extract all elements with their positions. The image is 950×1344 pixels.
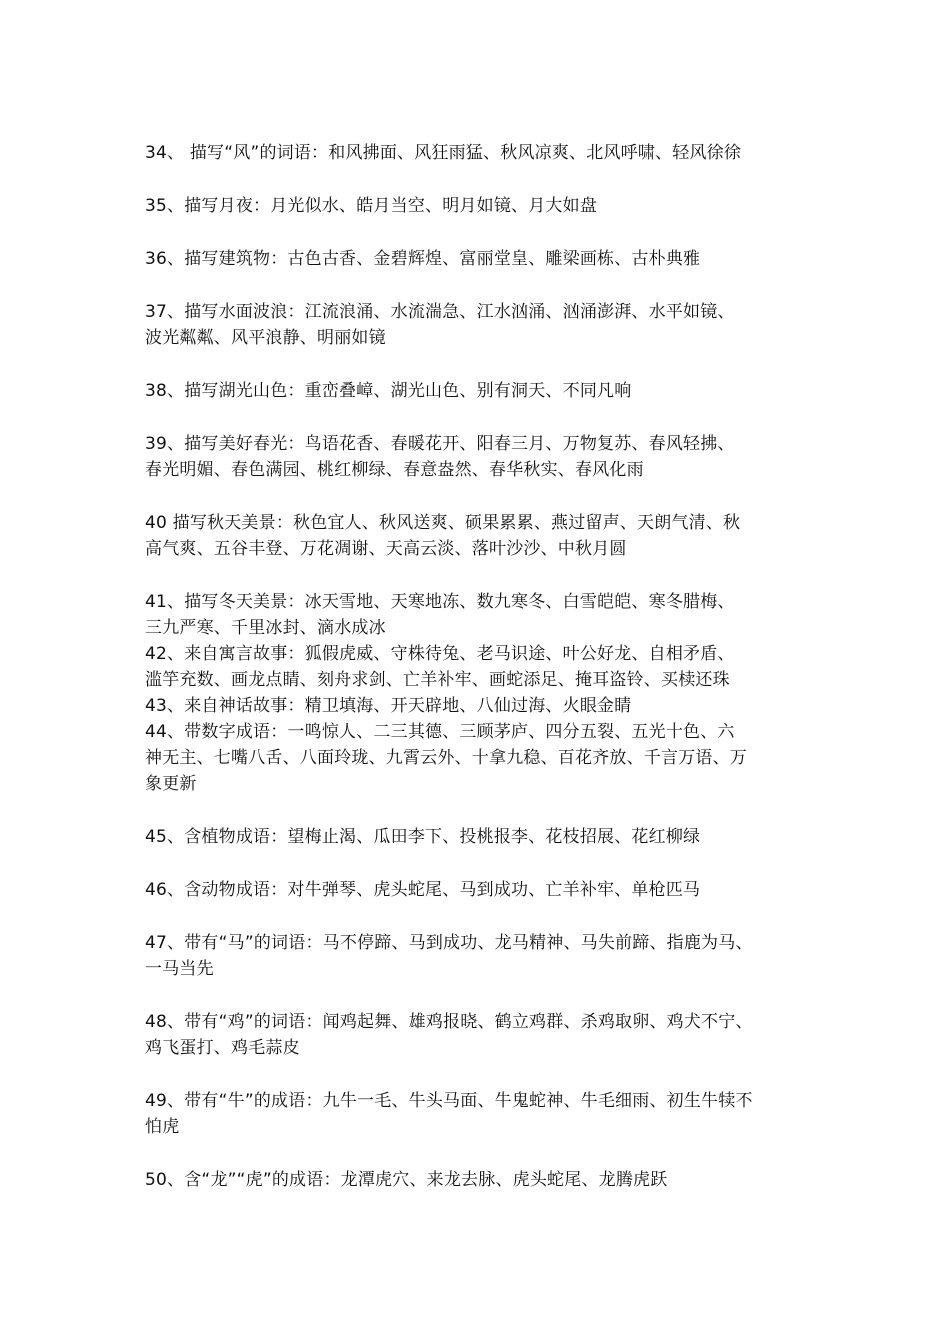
- entry-49: [145, 1088, 813, 1140]
- entry-line: 38、描写湖光山色：重峦叠嶂、湖光山色、别有洞天、不同凡响: [145, 381, 632, 401]
- entry-36: [145, 246, 813, 272]
- entry-line: 46、含动物成语：对牛弹琴、虎头蛇尾、马到成功、亡羊补牢、单枪匹马: [145, 880, 701, 900]
- entry-43: [145, 693, 813, 719]
- entry-line: 44、带数字成语：一鸣惊人、二三其德、三顾茅庐、四分五裂、五光十色、六: [145, 722, 735, 742]
- entry-line: 春光明媚、春色满园、桃红柳绿、春意盎然、春华秋实、春风化雨: [145, 460, 644, 480]
- entry-line: 鸡飞蛋打、鸡毛蒜皮: [145, 1038, 300, 1058]
- entry-line: 高气爽、五谷丰登、万花凋谢、天高云淡、落叶沙沙、中秋月圆: [145, 539, 627, 559]
- entry-line: 43、来自神话故事：精卫填海、开天辟地、八仙过海、火眼金睛: [145, 696, 632, 716]
- entry-39: [145, 431, 813, 483]
- entry-38: [145, 378, 813, 404]
- entry-line: 50、含“龙”“虎”的成语：龙潭虎穴、来龙去脉、虎头蛇尾、龙腾虎跃: [145, 1170, 668, 1190]
- entry-40: [145, 510, 813, 562]
- entry-42: [145, 641, 813, 693]
- entry-line: 42、来自寓言故事：狐假虎威、守株待兔、老马识途、叶公好龙、自相矛盾、: [145, 644, 735, 664]
- entry-line: 神无主、七嘴八舌、八面玲珑、九霄云外、十拿九稳、百花齐放、千言万语、万: [145, 748, 747, 768]
- entry-line: 41、描写冬天美景：冰天雪地、天寒地冻、数九寒冬、白雪皑皑、寒冬腊梅、: [145, 592, 735, 612]
- entry-line: 48、带有“鸡”的词语：闻鸡起舞、雄鸡报晓、鹤立鸡群、杀鸡取卵、鸡犬不宁、: [145, 1012, 753, 1032]
- entry-45: [145, 824, 813, 850]
- entry-47: [145, 930, 813, 982]
- entry-line: 三九严寒、千里冰封、滴水成冰: [145, 618, 386, 638]
- entry-line: 49、带有“牛”的成语：九牛一毛、牛头马面、牛鬼蛇神、牛毛细雨、初生牛犊不: [145, 1091, 753, 1111]
- entry-48: [145, 1009, 813, 1061]
- entry-line: 怕虎: [145, 1117, 180, 1137]
- entry-line: 35、描写月夜：月光似水、皓月当空、明月如镜、月大如盘: [145, 196, 598, 216]
- entry-46: [145, 877, 813, 903]
- entry-line: 39、描写美好春光：鸟语花香、春暖花开、阳春三月、万物复苏、春风轻拂、: [145, 434, 735, 454]
- entry-37: [145, 299, 813, 351]
- entry-44: [145, 719, 813, 797]
- entry-line: 34、 描写“风”的词语：和风拂面、风狂雨猛、秋风凉爽、北风呼啸、轻风徐徐: [145, 143, 742, 163]
- idiom-list: [145, 140, 813, 1193]
- entry-line: 36、描写建筑物：古色古香、金碧辉煌、富丽堂皇、雕梁画栋、古朴典雅: [145, 249, 701, 269]
- entry-line: 象更新: [145, 774, 197, 794]
- entry-line: 波光粼粼、风平浪静、明丽如镜: [145, 328, 386, 348]
- entry-35: [145, 193, 813, 219]
- entry-line: 37、描写水面波浪：江流浪涌、水流湍急、江水汹涌、汹涌澎湃、水平如镜、: [145, 302, 735, 322]
- entry-line: 45、含植物成语：望梅止渴、瓜田李下、投桃报李、花枝招展、花红柳绿: [145, 827, 701, 847]
- entry-34: [145, 140, 813, 166]
- entry-line: 40 描写秋天美景：秋色宜人、秋风送爽、硕果累累、燕过留声、天朗气清、秋: [145, 513, 741, 533]
- entry-41: [145, 589, 813, 641]
- entry-50: [145, 1167, 813, 1193]
- entry-line: 47、带有“马”的词语：马不停蹄、马到成功、龙马精神、马失前蹄、指鹿为马、: [145, 933, 753, 953]
- entry-line: 滥竽充数、画龙点睛、刻舟求剑、亡羊补牢、画蛇添足、掩耳盗铃、买椟还珠: [145, 670, 730, 690]
- entry-line: 一马当先: [145, 959, 214, 979]
